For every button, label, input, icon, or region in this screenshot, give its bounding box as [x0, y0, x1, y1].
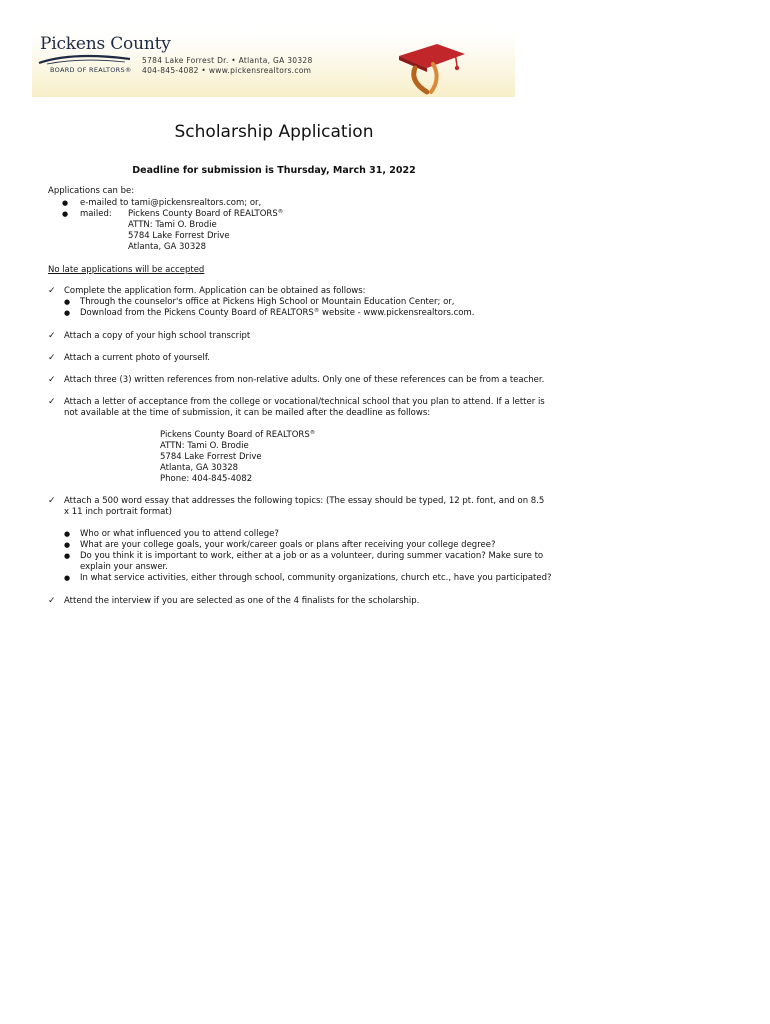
letter-address-attn: ATTN: Tami O. Brodie [160, 441, 249, 451]
mail-address-city: Atlanta, GA 30328 [128, 242, 207, 252]
item-essay-cont: x 11 inch portrait format) [64, 507, 172, 517]
letterhead-contact: 404-845-4082 • www.pickensrealtors.com [142, 66, 312, 75]
mail-address-attn: ATTN: Tami O. Brodie [128, 220, 217, 230]
item-transcript: Attach a copy of your high school transcript [64, 331, 251, 341]
letter-address-name: Pickens County Board of REALTORS® [160, 430, 316, 440]
check-icon: ✓ [48, 331, 56, 341]
mail-address-street: 5784 Lake Forrest Drive [128, 231, 230, 241]
mail-address-name: Pickens County Board of REALTORS® [128, 209, 284, 219]
deadline-notice: Deadline for submission is Thursday, March 31, 2022 [132, 165, 416, 176]
form-source-counselor: Through the counselor's office at Pickens High School or Mountain Education Center; or, [80, 297, 455, 307]
bullet-icon: ● [62, 210, 69, 218]
check-icon: ✓ [48, 375, 56, 385]
bullet-icon: ● [64, 530, 71, 538]
essay-topic: In what service activities, either through school, community organizations, church etc., have you participated? [80, 573, 552, 583]
page-title: Scholarship Application [174, 122, 374, 142]
letterhead-address: 5784 Lake Forrest Dr. • Atlanta, GA 30328 [142, 56, 313, 65]
bullet-icon: ● [64, 298, 71, 306]
form-source-website: Download from the Pickens County Board of REALTORS® website - www.pickensrealtors.com. [80, 308, 475, 318]
check-icon: ✓ [48, 596, 56, 606]
bullet-icon: ● [64, 541, 71, 549]
letter-address-phone: Phone: 404-845-4082 [160, 474, 253, 484]
applications-intro: Applications can be: [48, 186, 135, 196]
mailed-label: mailed: [80, 209, 112, 219]
letter-address-street: 5784 Lake Forrest Drive [160, 452, 262, 462]
letter-address-city: Atlanta, GA 30328 [160, 463, 239, 473]
graduation-cap-icon [397, 42, 467, 97]
item-application-form: Complete the application form. Application can be obtained as follows: [64, 286, 366, 296]
check-icon: ✓ [48, 286, 56, 296]
item-essay: Attach a 500 word essay that addresses the following topics: (The essay should be typed, 12 pt. font, and on 8.5 [64, 496, 545, 506]
check-icon: ✓ [48, 397, 56, 407]
no-late-notice: No late applications will be accepted [48, 265, 205, 275]
check-icon: ✓ [48, 353, 56, 363]
item-acceptance-letter: Attach a letter of acceptance from the college or vocational/technical school that you plan to attend. If a letter is [64, 397, 545, 407]
email-instruction: e-mailed to tami@pickensrealtors.com; or, [80, 198, 262, 208]
bullet-icon: ● [62, 199, 69, 207]
item-acceptance-letter-cont: not available at the time of submission, it can be mailed after the deadline as follows: [64, 408, 431, 418]
essay-topic-cont: explain your answer. [80, 562, 168, 572]
essay-topic: Do you think it is important to work, either at a job or as a volunteer, during summer vacation? Make sure to [80, 551, 544, 561]
essay-topic: Who or what influenced you to attend college? [80, 529, 279, 539]
bullet-icon: ● [64, 574, 71, 582]
logo-swoosh-icon [37, 54, 132, 66]
logo-name: Pickens County [40, 34, 171, 54]
logo-tagline: BOARD OF REALTORS® [50, 66, 132, 74]
letterhead [32, 28, 515, 97]
bullet-icon: ● [64, 552, 71, 560]
item-photo: Attach a current photo of yourself. [64, 353, 210, 363]
check-icon: ✓ [48, 496, 56, 506]
essay-topic: What are your college goals, your work/career goals or plans after receiving your college degree? [80, 540, 496, 550]
item-interview: Attend the interview if you are selected as one of the 4 finalists for the scholarship. [64, 596, 420, 606]
item-references: Attach three (3) written references from non-relative adults. Only one of these references can be from a teacher. [64, 375, 545, 385]
bullet-icon: ● [64, 309, 71, 317]
